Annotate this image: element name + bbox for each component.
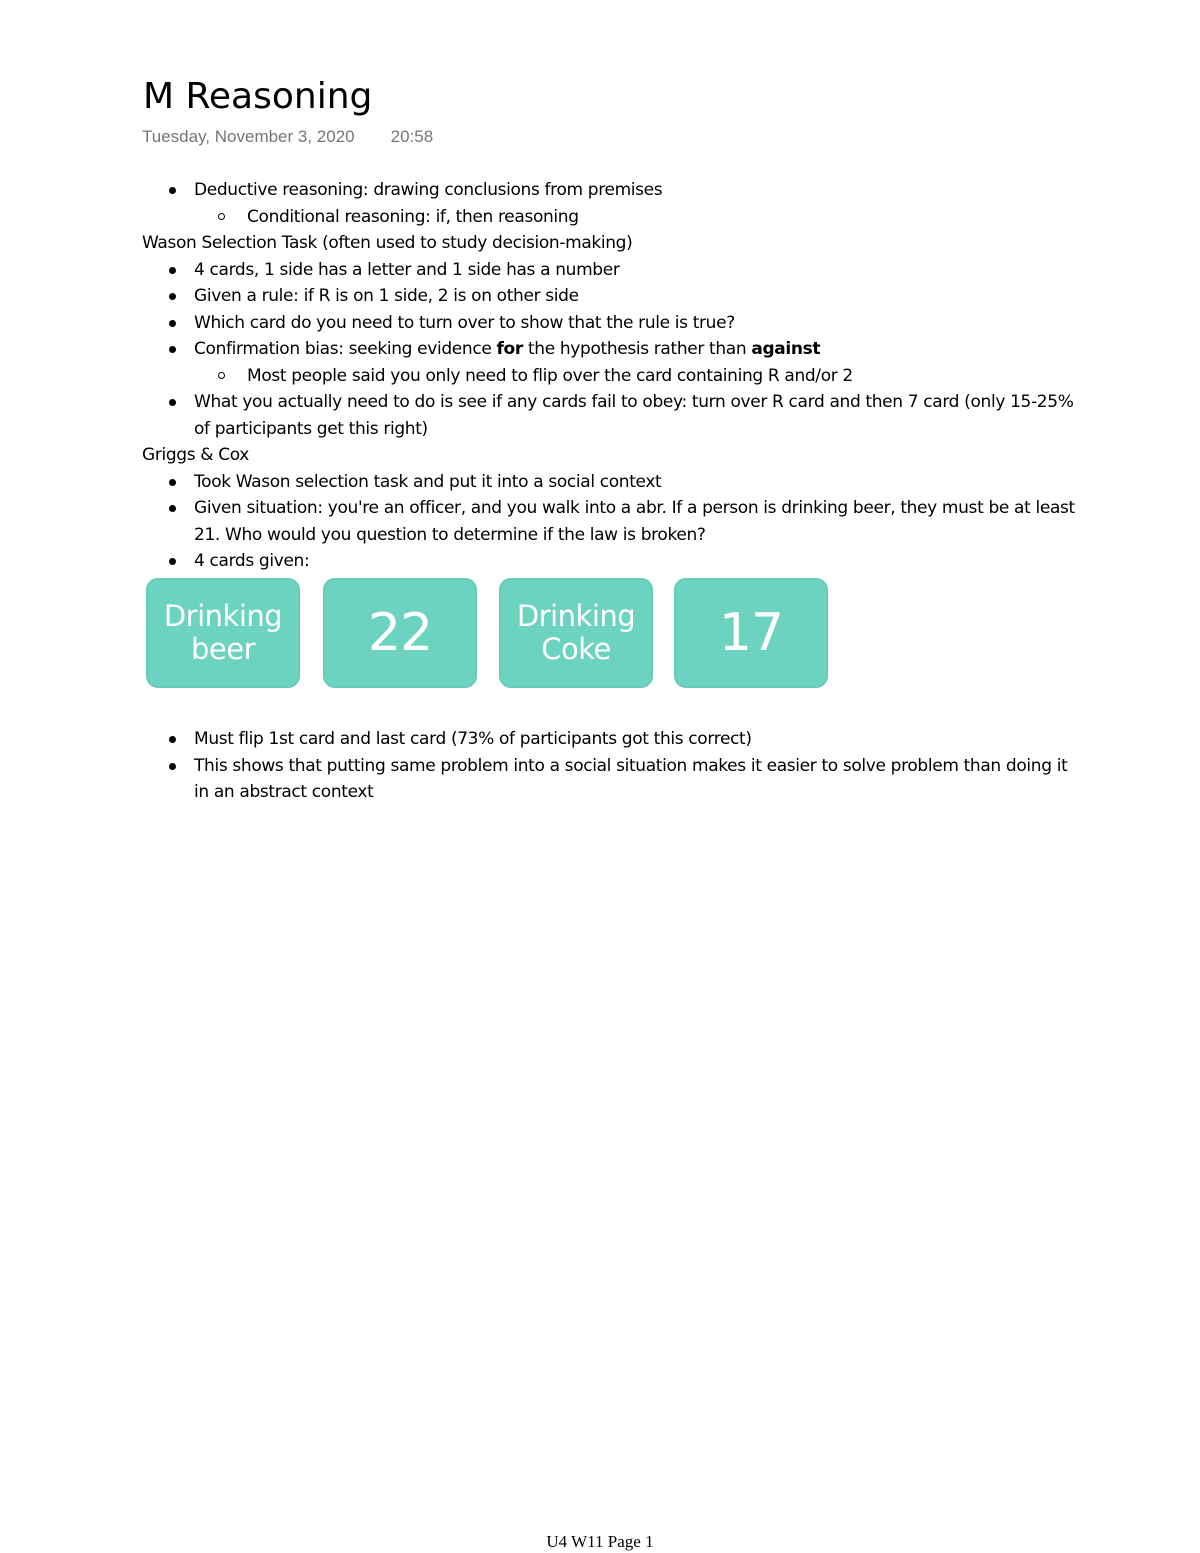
list-item (142, 336, 1082, 363)
list-item (142, 177, 1082, 204)
bullet-icon (169, 320, 176, 327)
list-item-text: Took Wason selection task and put it into a social context (194, 471, 662, 492)
bullet-icon (169, 763, 176, 770)
list-item (142, 204, 1082, 231)
list-item (142, 753, 1082, 806)
list-item-text: 4 cards, 1 side has a letter and 1 side has a number (194, 259, 620, 280)
page-footer: U4 W11 Page 1 (546, 1532, 654, 1551)
list-item-text: Given a rule: if R is on 1 side, 2 is on other side (194, 286, 579, 306)
sub-bullet-icon (218, 213, 225, 220)
page-date: Tuesday, November 3, 2020 (142, 127, 355, 146)
list-item (142, 257, 1082, 284)
list-item (142, 389, 1082, 442)
list-item-text: Which card do you need to turn over to show that the rule is true? (194, 312, 735, 333)
page-meta (142, 126, 433, 148)
section-heading-wason: Wason Selection Task (often used to study decision-making) (142, 233, 633, 253)
page-title: M Reasoning (143, 76, 373, 117)
bullet-icon (169, 558, 176, 565)
list-item (142, 310, 1082, 337)
card-label: 17 (718, 603, 784, 663)
bullet-icon (169, 479, 176, 486)
list-item (142, 726, 1082, 753)
list-item-text: Must flip 1st card and last card (73% of participants got this correct) (194, 729, 752, 749)
list-item-text: What you actually need to do is see if any cards fail to obey: turn over R card and then 7 card (only 15-25% of participants get this right) (194, 392, 1074, 439)
page-time: 20:58 (390, 127, 434, 146)
notes-body-continued (142, 726, 1082, 806)
list-item-text: Most people said you only need to flip over the card containing R and/or 2 (247, 365, 853, 386)
list-item-text: Conditional reasoning: if, then reasoning (247, 206, 579, 227)
list-item-text: the hypothesis rather than (522, 339, 752, 359)
list-item (142, 495, 1082, 548)
card-17 (674, 578, 828, 688)
card-label: Drinking Coke (516, 599, 636, 666)
list-item-text: Deductive reasoning: drawing conclusions from premises (194, 180, 663, 200)
list-item-text: Given situation: you're an officer, and you walk into a abr. If a person is drinking beer, they must be at least 21. Who would you question to determine if the law is broken? (194, 498, 1075, 545)
card-label: 22 (367, 603, 433, 663)
list-item-text: This shows that putting same problem into a social situation makes it easier to solve problem than doing it in an abstract context (194, 755, 1068, 802)
card-drinking-coke (499, 578, 653, 688)
notes-body (142, 177, 1082, 575)
card-label: Drinking beer (163, 599, 283, 666)
card-22 (323, 578, 477, 688)
list-item (142, 283, 1082, 310)
bullet-icon (169, 736, 176, 743)
bullet-icon (169, 505, 176, 512)
bullet-icon (169, 267, 176, 274)
bold-text: for (496, 339, 523, 359)
bullet-icon (169, 399, 176, 406)
card-drinking-beer (146, 578, 300, 688)
list-item (142, 548, 1082, 575)
sub-bullet-icon (218, 372, 225, 379)
bullet-icon (169, 346, 176, 353)
bullet-icon (169, 293, 176, 300)
list-item (142, 469, 1082, 496)
section-heading-griggs: Griggs & Cox (142, 445, 249, 465)
list-item-text: Confirmation bias: seeking evidence (194, 339, 497, 359)
bold-text: against (751, 339, 821, 359)
list-item-text: 4 cards given: (194, 551, 310, 571)
list-item (142, 363, 1082, 390)
bullet-icon (169, 187, 176, 194)
card-image (146, 578, 836, 690)
